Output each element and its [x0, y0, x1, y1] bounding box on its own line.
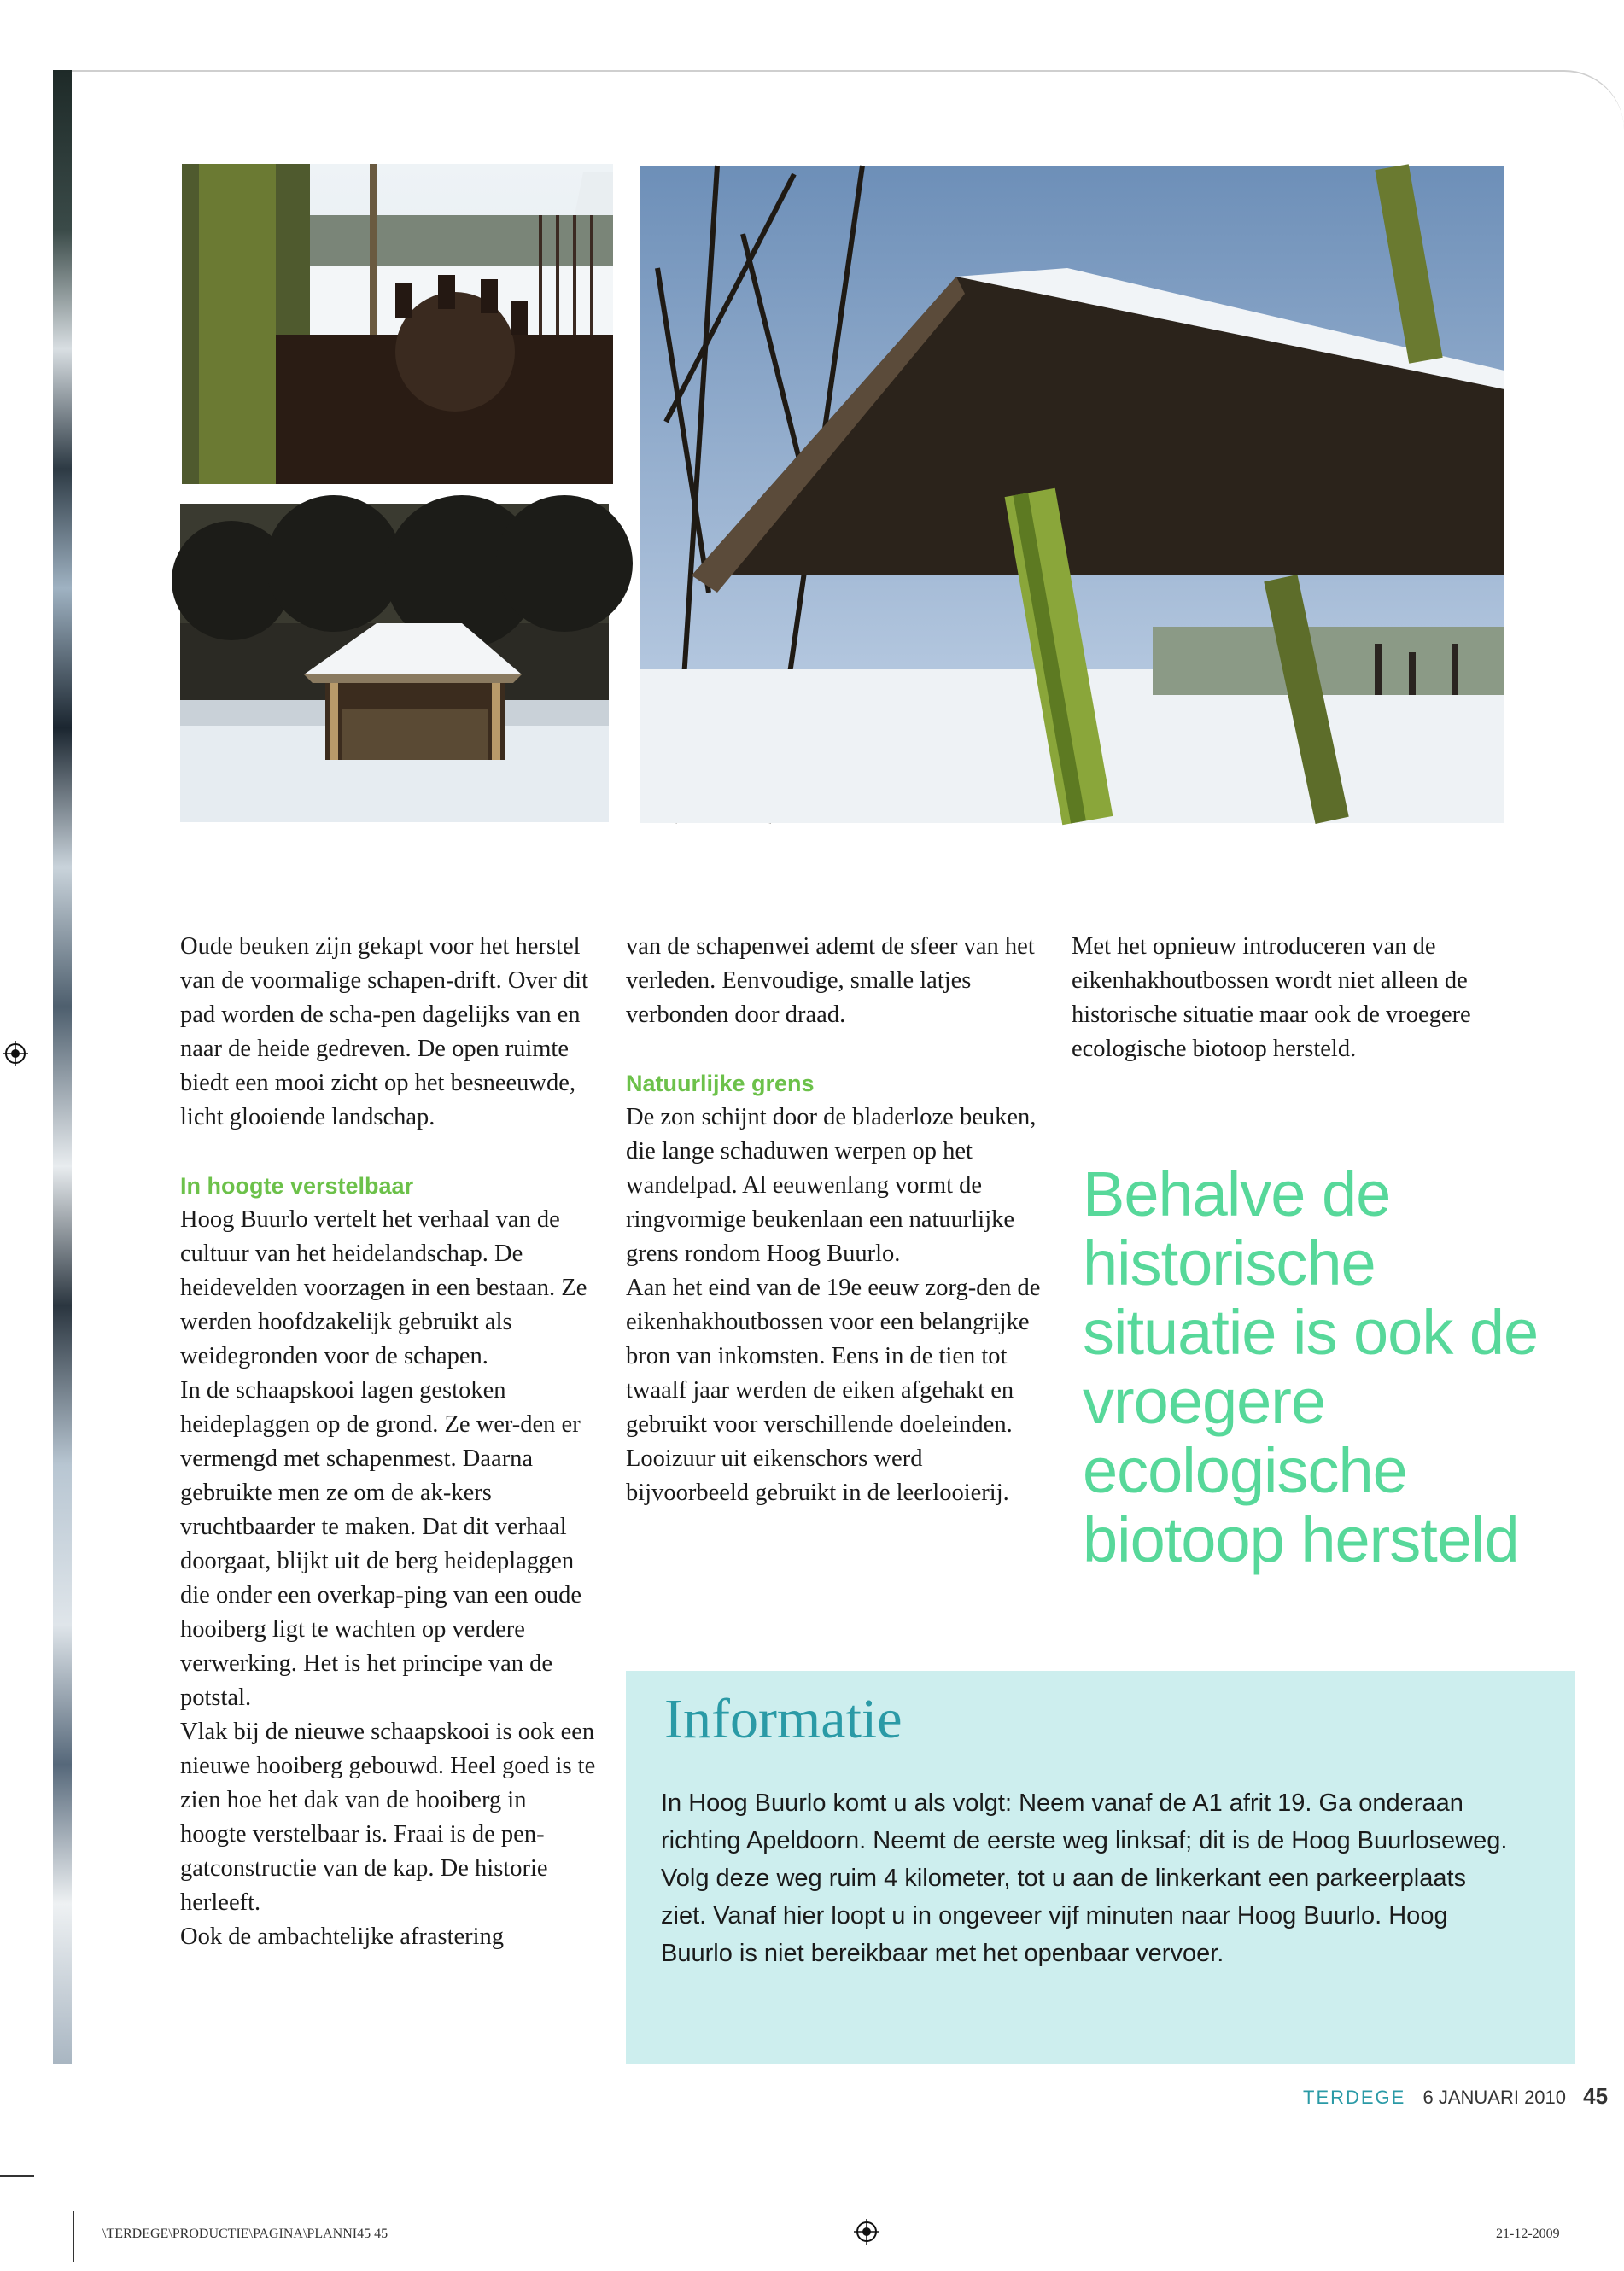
column-1 — [180, 930, 599, 1954]
subhead-verstelbaar: In hoogte verstelbaar — [180, 1173, 414, 1199]
footer-date: 6 JANUARI 2010 — [1422, 2087, 1567, 2108]
crop-mark — [73, 2211, 74, 2262]
column-2-para-2: Aan het eind van de 19e eeuw zorg-den de eikenhakhoutbossen voor een belangrijke bron van inkomsten. Eens in de tien tot twaalf jaar werden de eiken afgehakt en gebruikt voor verschillende doeleinden. Looizuur uit eikenschors werd bijvoorbeeld gebruikt in de leerlooierij. — [626, 1275, 1041, 1506]
column-2-para-1: De zon schijnt door de bladerloze beuken, die lange schaduwen werpen op het wandelpad. Al eeuwenlang vormt de ringvormige beukenlaan een natuurlijke grens rondom Hoog Buurlo. — [626, 1104, 1037, 1267]
slug-date: 21-12-2009 — [1496, 2227, 1560, 2241]
photo-hooiberg-roof — [640, 166, 1504, 823]
slug-path: \TERDEGE\PRODUCTIE\PAGINA\PLANNI45 45 — [102, 2227, 388, 2241]
column-1-para-2: In de schaapskooi lagen gestoken heideplaggen op de grond. Ze wer-den er vermengd met schapenmest. Daarna gebruikte men ze om de ak-kers vruchtbaarder te maken. Dat dit verhaal doorgaat, blijkt uit de berg heideplaggen die onder een overkap-ping van een oude hooiberg ligt te wachten op verdere verwerking. Het is het principe van de potstal. — [180, 1377, 582, 1711]
pull-quote: Behalve de historische situatie is ook de vroegere ecologische biotoop hersteld — [1083, 1159, 1539, 1575]
column-1-intro: Oude beuken zijn gekapt voor het herstel van de voormalige schapen-drift. Over dit pad worden de scha-pen dagelijks van en naar de heide gedreven. De open ruimte biedt een mooi zicht op het besneeuwde, licht glooiende landschap. — [180, 933, 589, 1130]
registration-mark-icon — [854, 2219, 879, 2245]
info-text: In Hoog Buurlo komt u als volgt: Neem vanaf de A1 afrit 19. Ga onderaan richting Apeldoorn. Neemt de eerste weg linksaf; dit is de Hoog Buurloseweg. Volg deze weg ruim 4 kilometer, tot u aan de linkerkant een parkeerplaats ziet. Vanaf hier loopt u in ongeveer vijf minuten naar Hoog Buurlo. Hoog Buurlo is niet bereikbaar met het openbaar vervoer. — [661, 1789, 1508, 1967]
column-1-para-1: Hoog Buurlo vertelt het verhaal van de cultuur van het heidelandschap. De heidevelden voorzagen in een bestaan. Ze werden hoofdzakelijk gebruikt als weidegronden voor de schapen. — [180, 1206, 587, 1369]
crop-mark — [0, 2175, 34, 2177]
photo-hay-shelter — [180, 504, 609, 822]
column-3 — [1072, 930, 1490, 1066]
column-2 — [626, 930, 1044, 1510]
left-photo-strip — [53, 70, 72, 2064]
photo-gear-wheel — [182, 164, 613, 484]
column-2-intro: van de schapenwei ademt de sfeer van het verleden. Eenvoudige, smalle latjes verbonden door draad. — [626, 933, 1035, 1028]
column-3-intro: Met het opnieuw introduceren van de eikenhakhoutbossen wordt niet alleen de historische situatie maar ook de vroegere ecologische biotoop hersteld. — [1072, 933, 1471, 1062]
column-1-para-3: Vlak bij de nieuwe schaapskooi is ook een nieuwe hooiberg gebouwd. Heel goed is te zien hoe het dak van de hooiberg in hoogte verstelbaar is. Fraai is de pen-gatconstructie van de kap. De historie herleeft. — [180, 1719, 596, 1916]
subhead-natuurlijke-grens: Natuurlijke grens — [626, 1071, 815, 1096]
page-footer — [1303, 2083, 1608, 2110]
footer-brand: TERDEGE — [1303, 2087, 1406, 2108]
column-1-para-4: Ook de ambachtelijke afrastering — [180, 1924, 505, 1950]
registration-mark-icon — [3, 1041, 28, 1066]
page-number: 45 — [1583, 2083, 1609, 2109]
info-title: Informatie — [664, 1688, 903, 1750]
